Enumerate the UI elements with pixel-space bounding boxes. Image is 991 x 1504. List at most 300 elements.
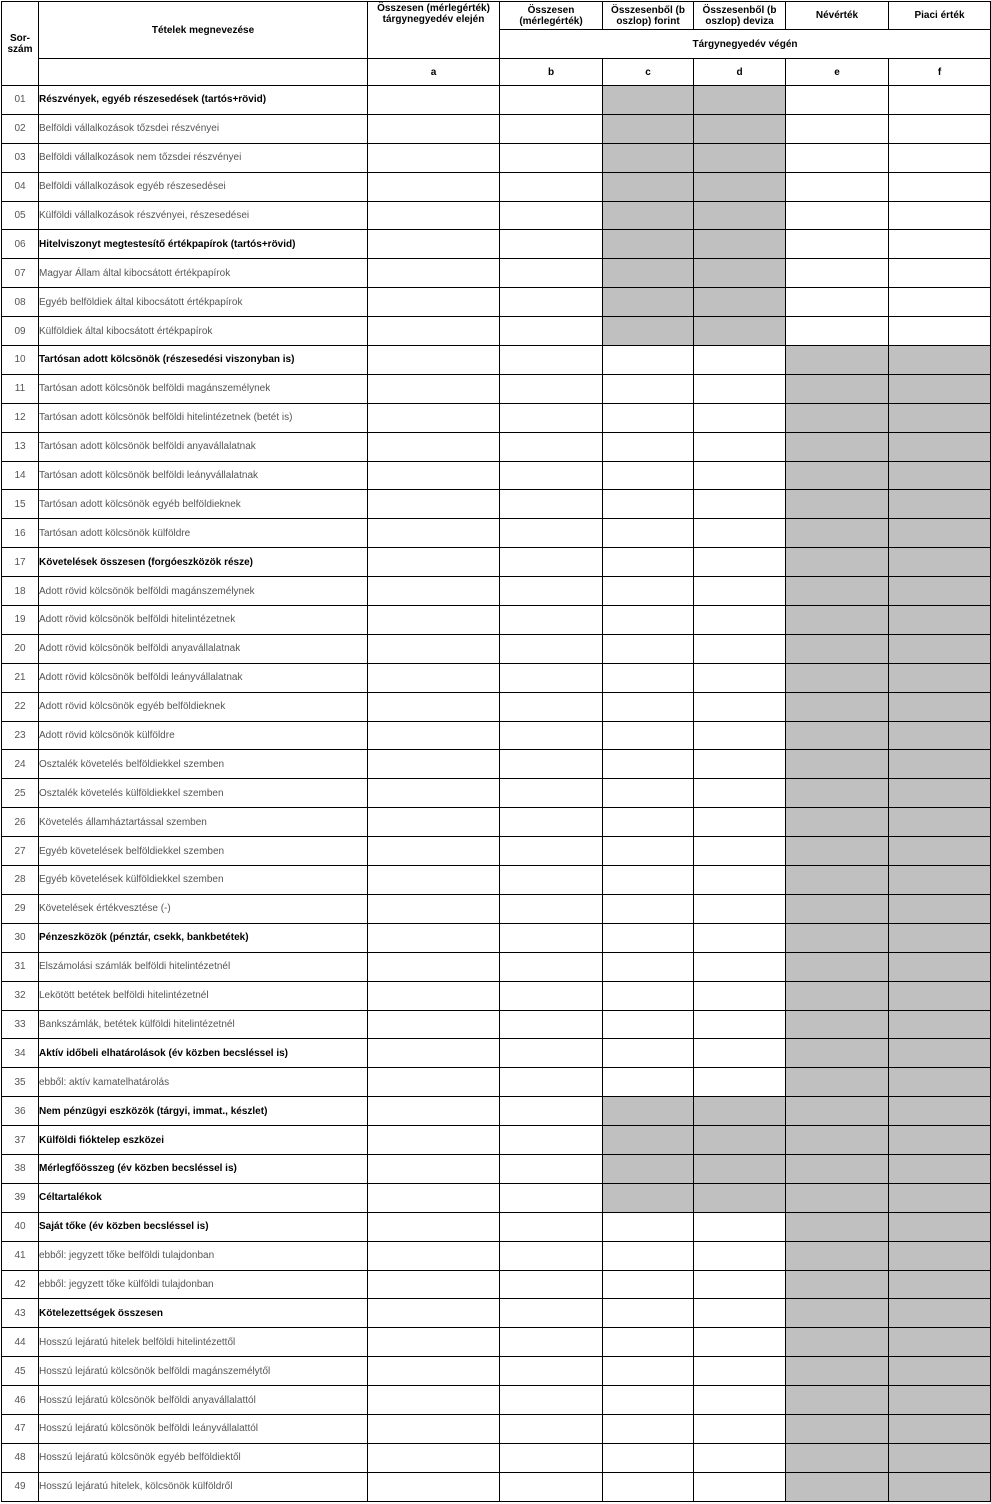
row-label: Magyar Állam által kibocsátott értékpapírok [39, 259, 368, 288]
cell-b[interactable] [500, 1386, 603, 1415]
cell-c[interactable] [603, 808, 694, 837]
cell-e [786, 461, 889, 490]
table-row [2, 230, 991, 259]
cell-d [694, 201, 786, 230]
header-letter-f: f [889, 59, 991, 86]
cell-a[interactable] [368, 1183, 500, 1212]
table-row [2, 721, 991, 750]
cell-f[interactable] [889, 114, 991, 143]
cell-c[interactable] [603, 1386, 694, 1415]
cell-c[interactable] [603, 1241, 694, 1270]
cell-d[interactable] [694, 1414, 786, 1443]
cell-e [786, 663, 889, 692]
cell-f[interactable] [889, 230, 991, 259]
cell-e [786, 866, 889, 895]
row-label: Mérlegfőösszeg (év közben becsléssel is) [39, 1154, 368, 1183]
cell-c[interactable] [603, 1068, 694, 1097]
cell-b[interactable] [500, 663, 603, 692]
row-number: 29 [2, 894, 39, 923]
cell-a[interactable] [368, 1270, 500, 1299]
cell-c[interactable] [603, 1414, 694, 1443]
cell-c[interactable] [603, 634, 694, 663]
cell-c[interactable] [603, 663, 694, 692]
cell-e[interactable] [786, 288, 889, 317]
cell-a[interactable] [368, 981, 500, 1010]
row-label: Adott rövid kölcsönök belföldi leányvállalatnak [39, 663, 368, 692]
cell-f[interactable] [889, 86, 991, 115]
row-number: 21 [2, 663, 39, 692]
cell-a[interactable] [368, 548, 500, 577]
cell-b[interactable] [500, 1154, 603, 1183]
cell-c[interactable] [603, 1472, 694, 1501]
cell-c[interactable] [603, 432, 694, 461]
cell-b[interactable] [500, 750, 603, 779]
cell-f [889, 981, 991, 1010]
table-row [2, 692, 991, 721]
cell-c[interactable] [603, 923, 694, 952]
cell-e [786, 1299, 889, 1328]
cell-b[interactable] [500, 1299, 603, 1328]
row-number: 07 [2, 259, 39, 288]
cell-a[interactable] [368, 634, 500, 663]
cell-c[interactable] [603, 866, 694, 895]
row-label: Osztalék követelés belföldiekkel szemben [39, 750, 368, 779]
cell-a[interactable] [368, 1472, 500, 1501]
row-number: 28 [2, 866, 39, 895]
cell-d[interactable] [694, 1010, 786, 1039]
cell-a[interactable] [368, 1097, 500, 1126]
cell-e[interactable] [786, 172, 889, 201]
cell-e [786, 981, 889, 1010]
cell-a[interactable] [368, 1443, 500, 1472]
row-label: Külföldi vállalkozások részvényei, részesedései [39, 201, 368, 230]
cell-a[interactable] [368, 201, 500, 230]
row-number: 16 [2, 519, 39, 548]
cell-d[interactable] [694, 1472, 786, 1501]
table-row [2, 952, 991, 981]
cell-b[interactable] [500, 1328, 603, 1357]
cell-a[interactable] [368, 86, 500, 115]
cell-d[interactable] [694, 1270, 786, 1299]
cell-f[interactable] [889, 143, 991, 172]
cell-a[interactable] [368, 606, 500, 635]
cell-e[interactable] [786, 86, 889, 115]
cell-f [889, 1357, 991, 1386]
cell-a[interactable] [368, 779, 500, 808]
cell-e [786, 346, 889, 375]
cell-e[interactable] [786, 230, 889, 259]
row-number: 20 [2, 634, 39, 663]
row-number: 19 [2, 606, 39, 635]
cell-a[interactable] [368, 1299, 500, 1328]
cell-f [889, 548, 991, 577]
cell-d[interactable] [694, 346, 786, 375]
cell-e [786, 1328, 889, 1357]
cell-b[interactable] [500, 519, 603, 548]
table-row [2, 1068, 991, 1097]
cell-c [603, 1097, 694, 1126]
cell-e[interactable] [786, 259, 889, 288]
cell-c[interactable] [603, 1039, 694, 1068]
row-label: Hosszú lejáratú kölcsönök belföldi leányvállalattól [39, 1414, 368, 1443]
cell-a[interactable] [368, 1328, 500, 1357]
cell-b[interactable] [500, 779, 603, 808]
cell-d[interactable] [694, 692, 786, 721]
cell-b[interactable] [500, 1183, 603, 1212]
cell-e[interactable] [786, 143, 889, 172]
cell-a[interactable] [368, 750, 500, 779]
cell-c[interactable] [603, 692, 694, 721]
row-label: Nem pénzügyi eszközök (tárgyi, immat., készlet) [39, 1097, 368, 1126]
cell-c[interactable] [603, 894, 694, 923]
cell-d[interactable] [694, 750, 786, 779]
row-number: 22 [2, 692, 39, 721]
cell-a[interactable] [368, 432, 500, 461]
cell-a[interactable] [368, 721, 500, 750]
cell-d[interactable] [694, 548, 786, 577]
cell-b[interactable] [500, 808, 603, 837]
cell-b[interactable] [500, 346, 603, 375]
cell-a[interactable] [368, 663, 500, 692]
cell-a[interactable] [368, 490, 500, 519]
cell-d[interactable] [694, 1443, 786, 1472]
cell-a[interactable] [368, 1039, 500, 1068]
cell-a[interactable] [368, 461, 500, 490]
cell-b[interactable] [500, 837, 603, 866]
cell-d[interactable] [694, 1039, 786, 1068]
cell-d[interactable] [694, 866, 786, 895]
cell-b[interactable] [500, 606, 603, 635]
cell-b[interactable] [500, 288, 603, 317]
cell-b[interactable] [500, 1010, 603, 1039]
row-number: 44 [2, 1328, 39, 1357]
cell-b[interactable] [500, 143, 603, 172]
cell-f [889, 663, 991, 692]
cell-d [694, 172, 786, 201]
table-row [2, 548, 991, 577]
cell-b[interactable] [500, 1097, 603, 1126]
cell-e[interactable] [786, 317, 889, 346]
row-label: Tartósan adott kölcsönök belföldi anyavállalatnak [39, 432, 368, 461]
row-number: 08 [2, 288, 39, 317]
header-col-e: Névérték [786, 2, 889, 30]
table-row [2, 172, 991, 201]
cell-a[interactable] [368, 346, 500, 375]
cell-c[interactable] [603, 721, 694, 750]
cell-b[interactable] [500, 1357, 603, 1386]
cell-a[interactable] [368, 1357, 500, 1386]
table-row [2, 1443, 991, 1472]
cell-a[interactable] [368, 837, 500, 866]
cell-e [786, 721, 889, 750]
cell-d [694, 1183, 786, 1212]
cell-e [786, 1154, 889, 1183]
cell-b[interactable] [500, 634, 603, 663]
cell-c [603, 259, 694, 288]
cell-c[interactable] [603, 952, 694, 981]
cell-f [889, 866, 991, 895]
cell-b[interactable] [500, 172, 603, 201]
cell-b[interactable] [500, 1414, 603, 1443]
cell-b[interactable] [500, 1068, 603, 1097]
cell-c [603, 143, 694, 172]
cell-c[interactable] [603, 346, 694, 375]
cell-d [694, 86, 786, 115]
cell-d[interactable] [694, 808, 786, 837]
cell-a[interactable] [368, 923, 500, 952]
row-label: Hosszú lejáratú hitelek, kölcsönök külföldről [39, 1472, 368, 1501]
table-row [2, 259, 991, 288]
cell-f[interactable] [889, 259, 991, 288]
cell-c[interactable] [603, 981, 694, 1010]
cell-d[interactable] [694, 634, 786, 663]
cell-c[interactable] [603, 779, 694, 808]
cell-d[interactable] [694, 1299, 786, 1328]
cell-f [889, 577, 991, 606]
header-tetelek: Tételek megnevezése [39, 2, 368, 59]
row-number: 33 [2, 1010, 39, 1039]
cell-b[interactable] [500, 981, 603, 1010]
cell-f [889, 1386, 991, 1415]
header-letter-blank [39, 59, 368, 86]
cell-f [889, 952, 991, 981]
row-number: 26 [2, 808, 39, 837]
header-letter-d: d [694, 59, 786, 86]
cell-c[interactable] [603, 1443, 694, 1472]
cell-a[interactable] [368, 894, 500, 923]
row-label: Hosszú lejáratú kölcsönök egyéb belföldiektől [39, 1443, 368, 1472]
cell-a[interactable] [368, 952, 500, 981]
cell-c[interactable] [603, 519, 694, 548]
cell-d[interactable] [694, 721, 786, 750]
cell-b[interactable] [500, 923, 603, 952]
cell-b[interactable] [500, 721, 603, 750]
cell-b[interactable] [500, 548, 603, 577]
cell-b[interactable] [500, 86, 603, 115]
cell-c[interactable] [603, 548, 694, 577]
cell-d [694, 1126, 786, 1155]
cell-e [786, 1183, 889, 1212]
cell-f [889, 1183, 991, 1212]
cell-b[interactable] [500, 317, 603, 346]
cell-a[interactable] [368, 1414, 500, 1443]
cell-e [786, 1212, 889, 1241]
cell-b[interactable] [500, 490, 603, 519]
cell-c[interactable] [603, 837, 694, 866]
cell-d[interactable] [694, 663, 786, 692]
cell-d[interactable] [694, 374, 786, 403]
cell-b[interactable] [500, 577, 603, 606]
row-number: 46 [2, 1386, 39, 1415]
row-label: Tartósan adott kölcsönök belföldi magánszemélynek [39, 374, 368, 403]
cell-f [889, 461, 991, 490]
cell-d[interactable] [694, 1068, 786, 1097]
cell-d[interactable] [694, 1386, 786, 1415]
cell-b[interactable] [500, 1039, 603, 1068]
cell-a[interactable] [368, 1010, 500, 1039]
cell-c[interactable] [603, 403, 694, 432]
cell-d[interactable] [694, 403, 786, 432]
row-label: Saját tőke (év közben becsléssel is) [39, 1212, 368, 1241]
cell-b[interactable] [500, 114, 603, 143]
cell-a[interactable] [368, 1154, 500, 1183]
cell-b[interactable] [500, 461, 603, 490]
cell-d[interactable] [694, 490, 786, 519]
cell-c[interactable] [603, 490, 694, 519]
cell-c[interactable] [603, 750, 694, 779]
cell-c [603, 86, 694, 115]
cell-a[interactable] [368, 692, 500, 721]
cell-a[interactable] [368, 519, 500, 548]
cell-c [603, 1126, 694, 1155]
cell-b[interactable] [500, 201, 603, 230]
cell-a[interactable] [368, 866, 500, 895]
row-number: 02 [2, 114, 39, 143]
cell-a[interactable] [368, 808, 500, 837]
row-label: Követelés államháztartással szemben [39, 808, 368, 837]
cell-e [786, 1472, 889, 1501]
cell-b[interactable] [500, 692, 603, 721]
header-col-d: Összesenből (b oszlop) deviza [694, 2, 786, 30]
cell-d[interactable] [694, 1357, 786, 1386]
cell-f [889, 721, 991, 750]
cell-c[interactable] [603, 1299, 694, 1328]
cell-a[interactable] [368, 1241, 500, 1270]
table-row [2, 663, 991, 692]
cell-d[interactable] [694, 606, 786, 635]
cell-e [786, 490, 889, 519]
table-row [2, 201, 991, 230]
row-label: Bankszámlák, betétek külföldi hitelintézetnél [39, 1010, 368, 1039]
cell-f [889, 923, 991, 952]
cell-d[interactable] [694, 981, 786, 1010]
cell-a[interactable] [368, 172, 500, 201]
cell-c[interactable] [603, 1328, 694, 1357]
row-number: 39 [2, 1183, 39, 1212]
cell-d[interactable] [694, 519, 786, 548]
cell-c[interactable] [603, 1010, 694, 1039]
cell-a[interactable] [368, 1212, 500, 1241]
row-number: 40 [2, 1212, 39, 1241]
cell-b[interactable] [500, 1472, 603, 1501]
header-col-c: Összesenből (b oszlop) forint [603, 2, 694, 30]
cell-b[interactable] [500, 374, 603, 403]
cell-f[interactable] [889, 172, 991, 201]
table-row [2, 490, 991, 519]
cell-c[interactable] [603, 374, 694, 403]
row-label: Hitelviszonyt megtestesítő értékpapírok (tartós+rövid) [39, 230, 368, 259]
cell-b[interactable] [500, 1212, 603, 1241]
cell-c[interactable] [603, 461, 694, 490]
cell-f [889, 1299, 991, 1328]
cell-f[interactable] [889, 317, 991, 346]
cell-b[interactable] [500, 259, 603, 288]
cell-f[interactable] [889, 201, 991, 230]
cell-b[interactable] [500, 230, 603, 259]
cell-a[interactable] [368, 577, 500, 606]
cell-a[interactable] [368, 288, 500, 317]
cell-f [889, 1241, 991, 1270]
cell-c[interactable] [603, 606, 694, 635]
cell-d[interactable] [694, 923, 786, 952]
cell-c [603, 114, 694, 143]
cell-a[interactable] [368, 1068, 500, 1097]
cell-e [786, 894, 889, 923]
cell-a[interactable] [368, 143, 500, 172]
table-row [2, 317, 991, 346]
cell-b[interactable] [500, 894, 603, 923]
cell-b[interactable] [500, 1241, 603, 1270]
cell-f [889, 1270, 991, 1299]
cell-e [786, 1270, 889, 1299]
cell-a[interactable] [368, 259, 500, 288]
row-number: 25 [2, 779, 39, 808]
cell-e[interactable] [786, 114, 889, 143]
cell-c[interactable] [603, 577, 694, 606]
table-row [2, 403, 991, 432]
row-number: 49 [2, 1472, 39, 1501]
cell-a[interactable] [368, 230, 500, 259]
table-row [2, 1299, 991, 1328]
cell-a[interactable] [368, 1126, 500, 1155]
cell-d[interactable] [694, 1328, 786, 1357]
row-number: 01 [2, 86, 39, 115]
cell-d[interactable] [694, 779, 786, 808]
cell-a[interactable] [368, 403, 500, 432]
cell-b[interactable] [500, 866, 603, 895]
cell-e [786, 1241, 889, 1270]
cell-e [786, 779, 889, 808]
cell-f [889, 1443, 991, 1472]
cell-b[interactable] [500, 952, 603, 981]
cell-d[interactable] [694, 894, 786, 923]
cell-d[interactable] [694, 461, 786, 490]
cell-a[interactable] [368, 114, 500, 143]
cell-a[interactable] [368, 317, 500, 346]
table-row [2, 1010, 991, 1039]
header-letter-b: b [500, 59, 603, 86]
cell-d[interactable] [694, 952, 786, 981]
row-number: 27 [2, 837, 39, 866]
table-row [2, 114, 991, 143]
cell-c[interactable] [603, 1212, 694, 1241]
row-label: Adott rövid kölcsönök belföldi anyavállalatnak [39, 634, 368, 663]
row-number: 43 [2, 1299, 39, 1328]
cell-d[interactable] [694, 577, 786, 606]
cell-b[interactable] [500, 432, 603, 461]
table-row [2, 143, 991, 172]
cell-a[interactable] [368, 374, 500, 403]
cell-b[interactable] [500, 1443, 603, 1472]
cell-e[interactable] [786, 201, 889, 230]
cell-c[interactable] [603, 1270, 694, 1299]
table-row [2, 1126, 991, 1155]
row-number: 24 [2, 750, 39, 779]
cell-d[interactable] [694, 432, 786, 461]
row-label: Egyéb követelések belföldiekkel szemben [39, 837, 368, 866]
cell-d[interactable] [694, 837, 786, 866]
cell-b[interactable] [500, 403, 603, 432]
cell-a[interactable] [368, 1386, 500, 1415]
row-label: Hosszú lejáratú kölcsönök belföldi anyavállalattól [39, 1386, 368, 1415]
cell-c[interactable] [603, 1357, 694, 1386]
cell-f[interactable] [889, 288, 991, 317]
cell-b[interactable] [500, 1126, 603, 1155]
cell-d[interactable] [694, 1241, 786, 1270]
cell-d[interactable] [694, 1212, 786, 1241]
cell-c [603, 172, 694, 201]
cell-b[interactable] [500, 1270, 603, 1299]
